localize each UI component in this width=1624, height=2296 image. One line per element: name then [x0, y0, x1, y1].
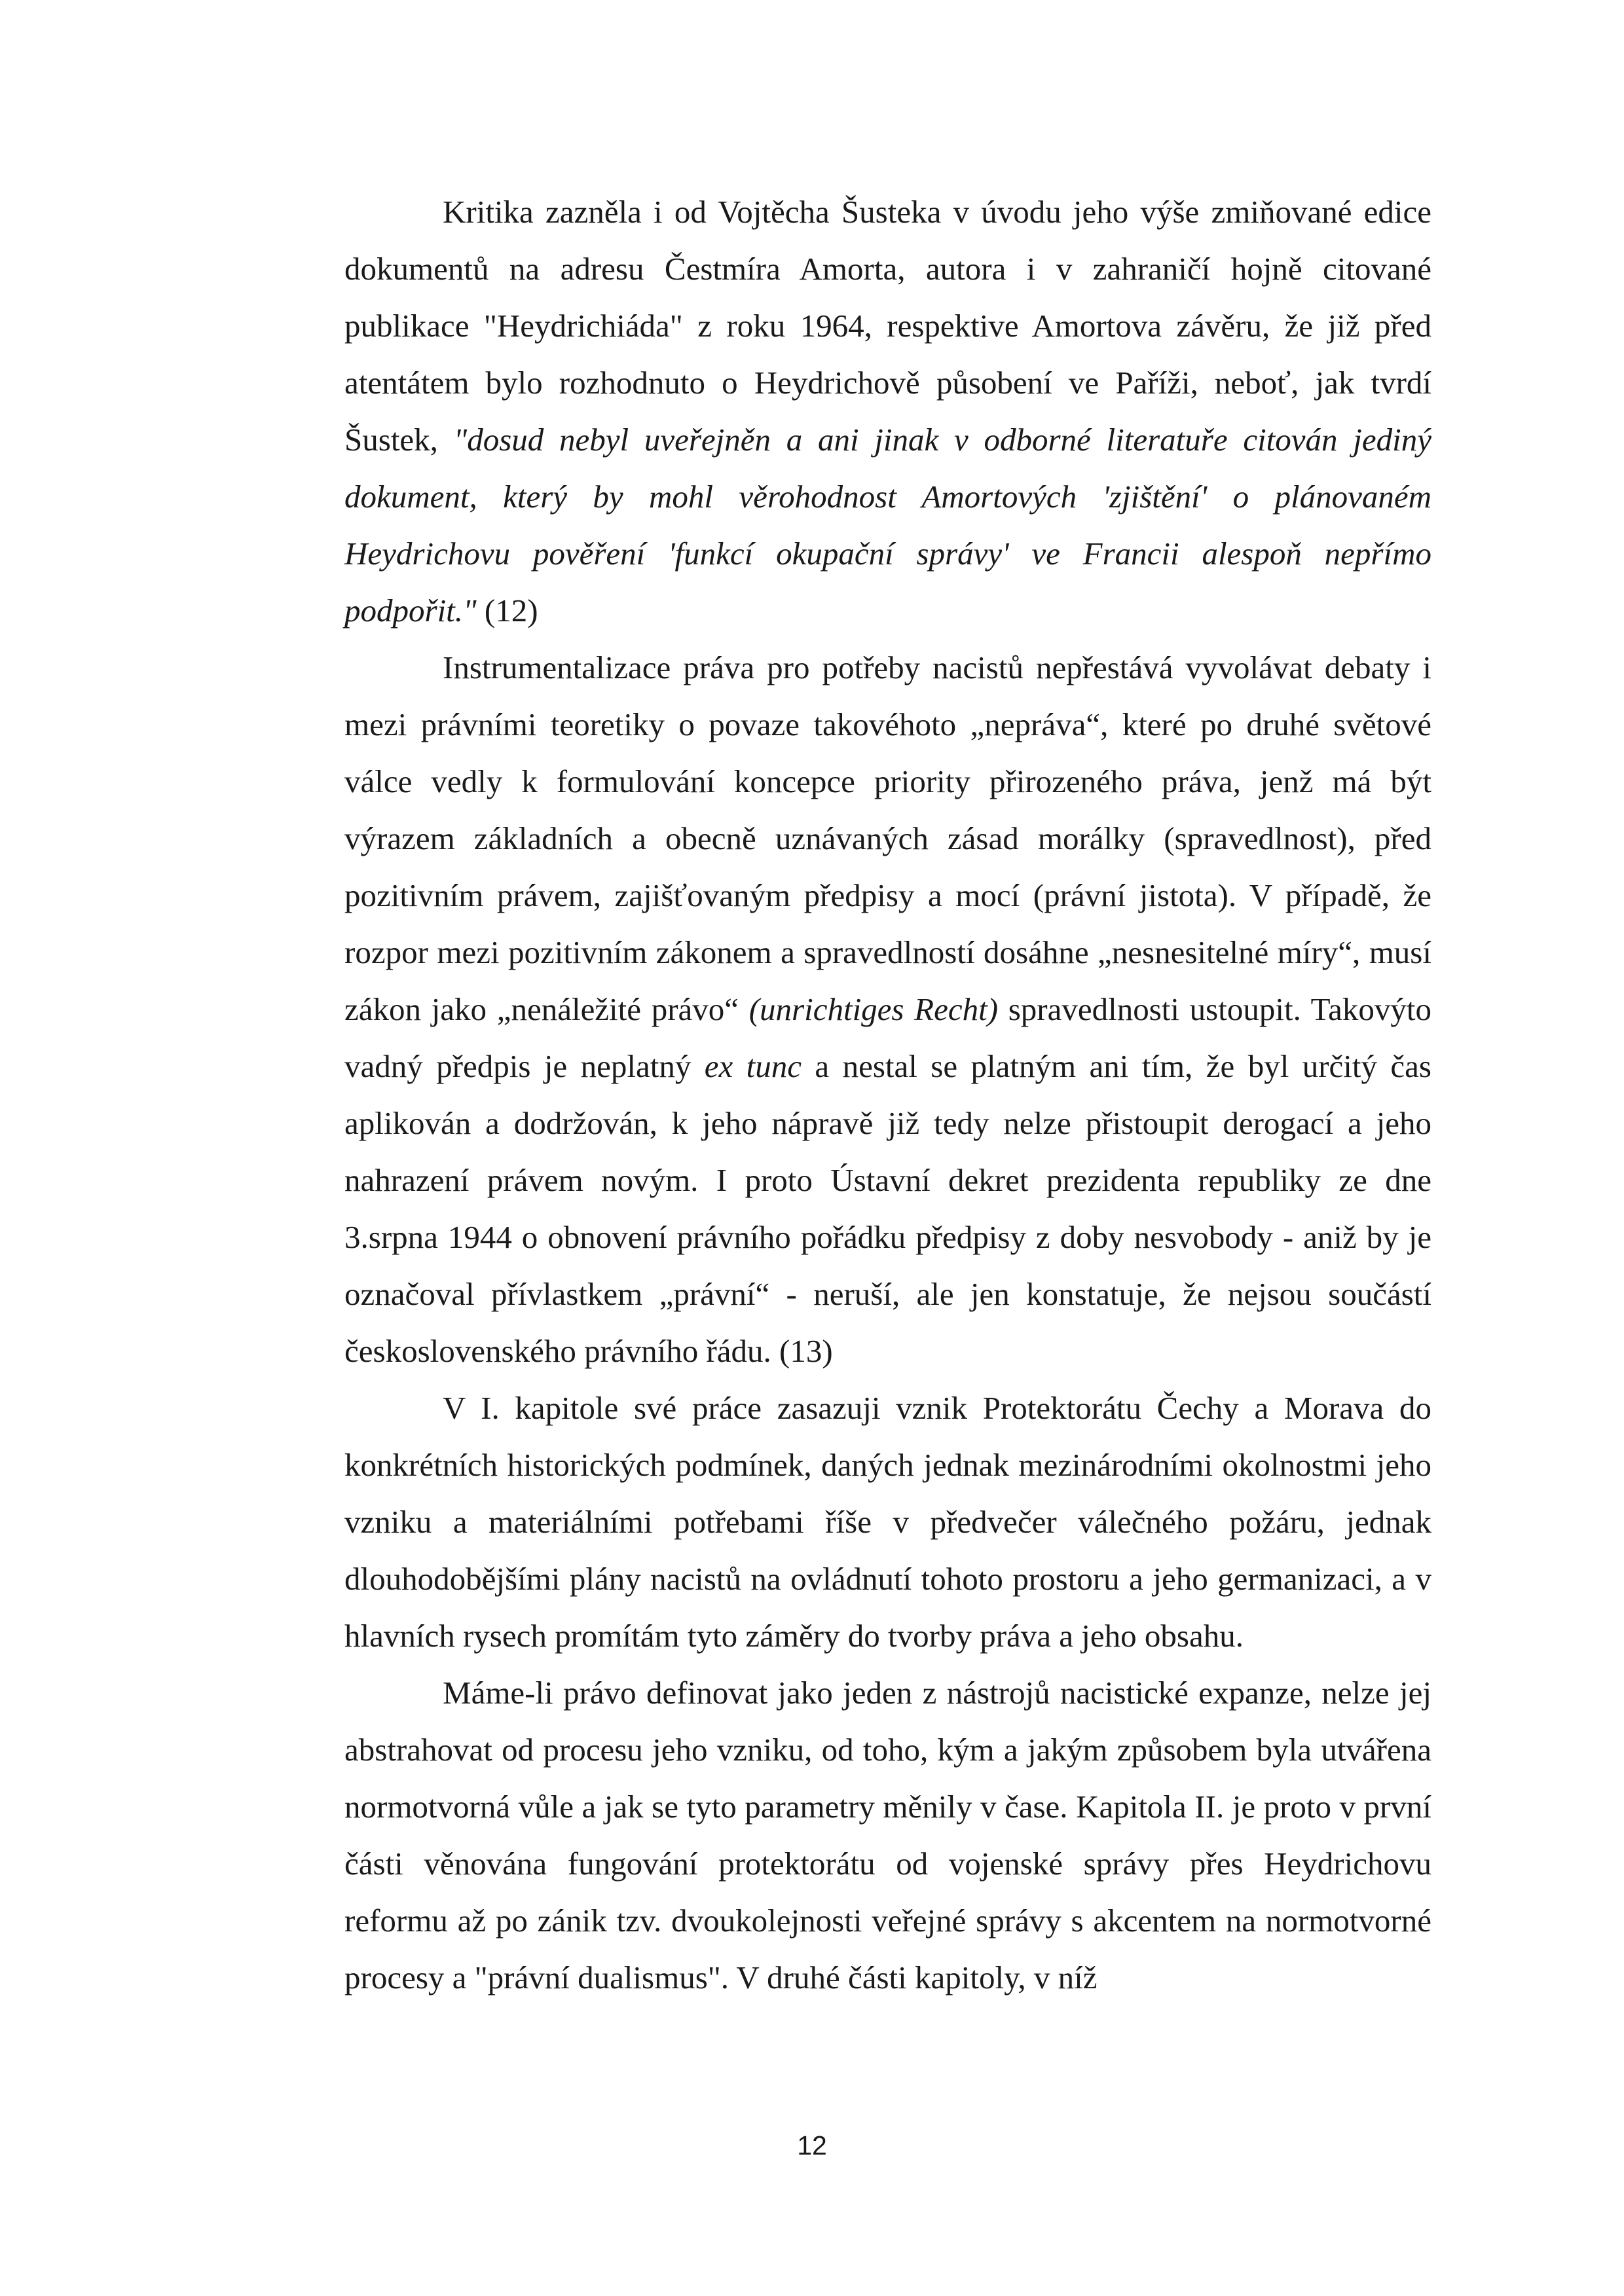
paragraph-4 — [344, 1664, 1431, 2006]
term-ex-tunc: ex tunc — [704, 1048, 802, 1084]
paragraph-1-text: Kritika zazněla i od Vojtěcha Šusteka v úvodu jeho výše zmiňované edice dokumentů na adresu Čestmíra Amorta, autora i v zahraničí hojně citované publikace "Heydrichiáda" z roku 1964, respektive Amortova závěru, že již před atentátem bylo rozhodnuto o Heydrichově působení ve Paříži, neboť, jak tvrdí Šustek, — [344, 194, 1431, 458]
paragraph-2-text-a: Instrumentalizace práva pro potřeby nacistů nepřestává vyvolávat debaty i mezi právními teoretiky o povaze takovéhoto „neprávа“, které po druhé světové válce vedly k formulování koncepce priority přirozeného práva, jenž má být výrazem základních a obecně uznávaných zásad morálky (spravedlnost), před pozitivním právem, zajišťovaným předpisy a mocí (právní jistota). V případě, že rozpor mezi pozitivním zákonem a spravedlností dosáhne „nesnesitelné míry“, musí zákon jako „nenáležité právo“ — [344, 649, 1431, 1027]
term-unrichtiges-recht: (unrichtiges Recht) — [748, 991, 999, 1027]
paragraph-2-text-b: spravedlnosti ustoupit. Takovýto vadný předpis je neplatný — [344, 991, 1431, 1084]
paragraph-2-text-c: a nestal se platným ani tím, že byl určitý čas aplikován a dodržován, k jeho nápravě již tedy nelze přistoupit derogací a jeho nahrazení právem novým. I proto Ústavní dekret prezidenta republiky ze dne 3.srpna 1944 o obnovení právního pořádku předpisy z doby nesvobody - aniž by je označoval přívlastkem „právní“ - neruší, ale jen konstatuje, že nejsou součástí československého právního řádu. (13) — [344, 1048, 1432, 1369]
quote-italic: "dosud nebyl uveřejněn a ani jinak v odborné literatuře citován jediný dokument, který by mohl věrohodnost Amortových 'zjištění' o plánovaném Heydrichovu pověření 'funkcí okupační správy' ve Francii alespoň nepřímo podpořit." — [344, 422, 1431, 629]
body-text — [344, 183, 1431, 2006]
paragraph-1 — [344, 183, 1431, 639]
citation-12: (12) — [476, 592, 538, 629]
paragraph-3-text: V I. kapitole své práce zasazuji vznik Protektorátu Čechy a Morava do konkrétních historických podmínek, daných jednak mezinárodními okolnostmi jeho vzniku a materiálními potřebami říše v předvečer válečného požáru, jednak dlouhodobějšími plány nacistů na ovládnutí tohoto prostoru a jeho germanizaci, a v hlavních rysech promítám tyto záměry do tvorby práva a jeho obsahu. — [344, 1390, 1431, 1654]
paragraph-4-text: Máme-li právo definovat jako jeden z nástrojů nacistické expanze, nelze jej abstrahovat od procesu jeho vzniku, od toho, kým a jakým způsobem byla utvářena normotvorná vůle a jak se tyto parametry měnily v čase. Kapitola II. je proto v první části věnována fungování protektorátu od vojenské správy přes Heydrichovu reformu až po zánik tzv. dvoukolejnosti veřejné správy s akcentem na normotvorné procesy a "právní dualismus". V druhé části kapitoly, v níž — [344, 1675, 1431, 1995]
paragraph-3 — [344, 1379, 1431, 1664]
page-number: 12 — [797, 2130, 827, 2160]
paragraph-2 — [344, 639, 1431, 1379]
